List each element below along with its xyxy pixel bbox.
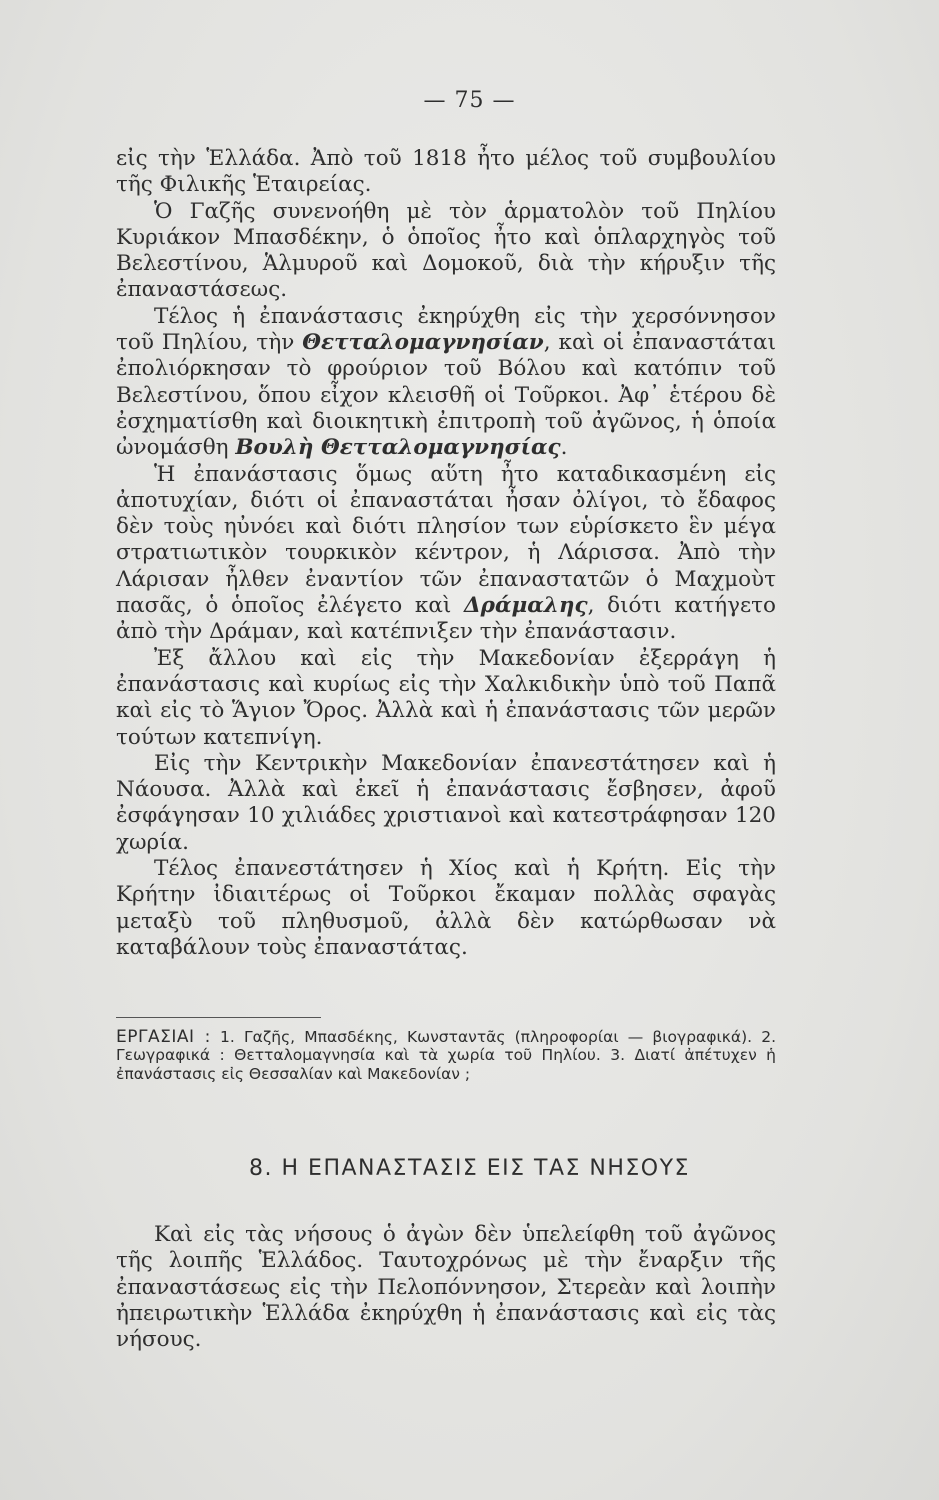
term-vouli: Βουλὴ Θετταλομαγνησίας xyxy=(235,435,561,461)
exercises-block xyxy=(116,1028,776,1083)
paragraph-2: Ὁ Γαζῆς συνενοήθη μὲ τὸν ἁρματολὸν τοῦ Πηλίου Κυριάκον Μπασδέκην, ὁ ὁποῖος ἦτο καὶ ὁπλαρχηγὸς τοῦ Βελεστίνου, Ἁλμυροῦ καὶ Δομοκοῦ, διὰ τὴν κήρυξιν τῆς ἐπαναστάσεως. xyxy=(116,198,776,303)
paragraph-7: Τέλος ἐπανεστάτησεν ἡ Χίος καὶ ἡ Κρήτη. Εἰς τὴν Κρήτην ἰδιαιτέρως οἱ Τοῦρκοι ἔκαμαν πολλὰς σφαγὰς μεταξὺ τοῦ πληθυσμοῦ, ἀλλὰ δὲν κατώρθωσαν νὰ καταβάλουν τοὺς ἐπαναστάτας. xyxy=(116,856,776,960)
section-paragraph: Καὶ εἰς τὰς νήσους ὁ ἀγὼν δὲν ὑπελείφθη τοῦ ἀγῶνος τῆς λοιπῆς Ἑλλάδος. Ταυτοχρόνως μὲ τὴν ἔναρξιν τῆς ἐπαναστάσεως εἰς τὴν Πελοπόννησον, Στερεὰν καὶ λοιπὴν ἠπειρωτικὴν Ἑλλάδα ἐκηρύχθη ἡ ἐπανάστασις καὶ εἰς τὰς νήσους. xyxy=(116,1222,776,1353)
page-number: — 75 — xyxy=(423,88,516,113)
paragraph-3-part-e: . xyxy=(560,435,568,461)
paragraph-4 xyxy=(116,462,776,646)
footnote-divider xyxy=(116,1017,321,1018)
exercises-label: ΕΡΓΑΣΙΑΙ : xyxy=(116,1027,211,1047)
term-dramalis: Δράμαλης xyxy=(464,593,588,619)
paragraph-4-part-c: , διότι κατήγετο ἀπὸ τὴν Δράμαν, καὶ κατέπνιξεν τὴν ἐπανάστασιν. xyxy=(116,593,776,645)
term-thettalomagnesia: Θετταλομαγνησίαν xyxy=(302,330,544,356)
paragraph-3-part-a: Τέλος ἡ ἐπανάστασις ἐκηρύχθη εἰς τὴν χερσόννησον τοῦ Πηλίου, τὴν xyxy=(116,303,776,356)
paragraph-3-part-c: , καὶ οἱ ἐπαναστάται ἐπολιόρκησαν τὸ φρούριον τοῦ Βόλου καὶ κατόπιν τοῦ Βελεστίνου, ὅπου εἶχον κλεισθῆ οἱ Τοῦρκοι. Ἀφ᾿ ἑτέρου δὲ ἐσχηματίσθη καὶ διοικητικὴ ἐπιτροπὴ τοῦ ἀγῶνος, ἡ ὁποία ὠνομάσθη xyxy=(116,330,777,461)
section-heading: 8. Η ΕΠΑΝΑΣΤΑΣΙΣ ΕΙΣ ΤΑΣ ΝΗΣΟΥΣ xyxy=(249,1156,690,1181)
paragraph-4-part-a: Ἡ ἐπανάστασις ὅμως αὕτη ἦτο καταδικασμένη εἰς ἀποτυχίαν, διότι οἱ ἐπαναστάται ἦσαν ὀλίγοι, τὸ ἔδαφος δὲν τοὺς ηὐνόει καὶ διότι πλησίον των εὑρίσκετο ἓν μέγα στρατιωτικὸν τουρκικὸν κέντρον, ἡ Λάρισσα. Ἀπὸ τὴν Λάρισαν ἦλθεν ἐναντίον τῶν ἐπαναστατῶν ὁ Μαχμοὺτ πασᾶς, ὁ ὁποῖος ἐλέγετο καὶ xyxy=(116,461,776,619)
paragraph-6: Εἰς τὴν Κεντρικὴν Μακεδονίαν ἐπανεστάτησεν καὶ ἡ Νάουσα. Ἀλλὰ καὶ ἐκεῖ ἡ ἐπανάστασις ἔσβησεν, ἀφοῦ ἐσφάγησαν 10 χιλιάδες χριστιανοὶ καὶ κατεστράφησαν 120 χωρία. xyxy=(116,750,776,855)
section-text xyxy=(116,1222,776,1353)
main-text xyxy=(116,146,776,961)
exercises-text: 1. Γαζῆς, Μπασδέκης, Κωνσταντᾶς (πληροφορίαι — βιογραφικά). 2. Γεωγραφικά : Θετταλομαγνησία καὶ τὰ χωρία τοῦ Πηλίου. 3. Διατί ἀπέτυχεν ἡ ἐπανάστασις εἰς Θεσσαλίαν καὶ Μακεδονίαν ; xyxy=(116,1028,776,1083)
paragraph-3 xyxy=(116,304,776,462)
paragraph-1: εἰς τὴν Ἑλλάδα. Ἀπὸ τοῦ 1818 ἦτο μέλος τοῦ συμβουλίου τῆς Φιλικῆς Ἑταιρείας. xyxy=(116,146,776,198)
paragraph-5: Ἐξ ἄλλου καὶ εἰς τὴν Μακεδονίαν ἐξερράγη ἡ ἐπανάστασις καὶ κυρίως εἰς τὴν Χαλκιδικὴν ὑπὸ τοῦ Παπᾶ καὶ εἰς τὸ Ἅγιον Ὄρος. Ἀλλὰ καὶ ἡ ἐπανάστασις τῶν μερῶν τούτων κατεπνίγη. xyxy=(116,645,776,750)
